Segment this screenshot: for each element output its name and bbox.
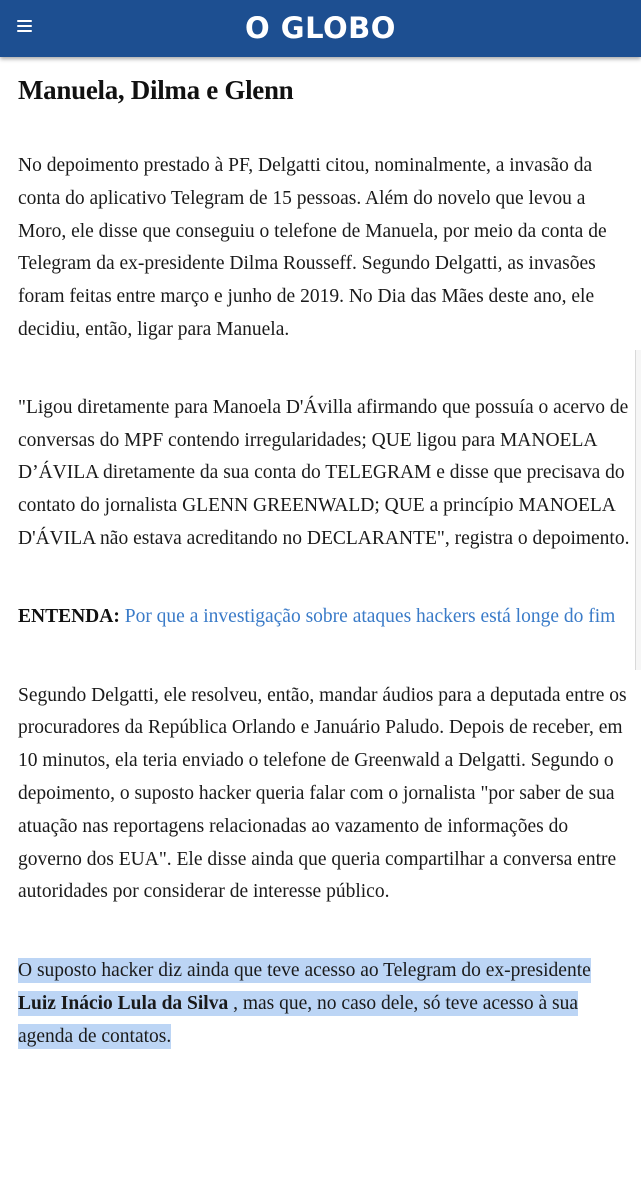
article-paragraph-4-highlighted (18, 955, 630, 1053)
paragraph-4-text-start: O suposto hacker diz ainda que teve acesso ao Telegram do ex-presidente (18, 960, 591, 982)
site-logo[interactable]: O GLOBO (245, 11, 396, 45)
highlighted-selection (18, 958, 591, 1049)
article-paragraph-3: Segundo Delgatti, ele resolveu, então, mandar áudios para a deputada entre os procuradores da República Orlando e Januário Paludo. Depois de receber, em 10 minutos, ela teria enviado o telefone de Greenwald a Delgatti. Segundo o depoimento, o suposto hacker queria falar com o jornalista "por saber de sua atuação nas reportagens relacionadas ao vazamento de informações do governo dos EUA". Ele disse ainda que queria compartilhar a conversa entre autoridades por considerar de interesse público. (18, 684, 627, 903)
paragraph-4-text-end: , mas que, no caso dele, só teve acesso à sua agenda de contatos. (18, 992, 579, 1047)
see-also-block (18, 601, 630, 634)
article-paragraph-1: No depoimento prestado à PF, Delgatti citou, nominalmente, a invasão da conta do aplicativo Telegram de 15 pessoas. Além do novelo que levou a Moro, ele disse que conseguiu o telefone de Manuela, por meio da conta de Telegram da ex-presidente Dilma Rousseff. Segundo Delgatti, as invasões foram feitas entre março e junho de 2019. No Dia das Mães deste ano, ele decidiu, então, ligar para Manuela. (18, 155, 607, 340)
site-header (0, 0, 641, 57)
see-also-link[interactable]: Por que a investigação sobre ataques hackers está longe do fim (124, 605, 616, 627)
article-paragraph-2: "Ligou diretamente para Manoela D'Ávilla afirmando que possuía o acervo de conversas do MPF contendo irregularidades; QUE ligou para MANOELA D’ÁVILA diretamente da sua conta do TELEGRAM e disse que precisava do contato do jornalista GLENN GREENWALD; QUE a princípio MANOELA D'ÁVILA não estava acreditando no DECLARANTE", registra o depoimento. (18, 396, 630, 549)
see-also-label: ENTENDA: (18, 605, 120, 627)
person-name-lula: Luiz Inácio Lula da Silva (18, 992, 229, 1014)
scrollbar[interactable] (635, 350, 641, 670)
section-subheading: Manuela, Dilma e Glenn (18, 75, 294, 105)
article-body (18, 57, 630, 1054)
